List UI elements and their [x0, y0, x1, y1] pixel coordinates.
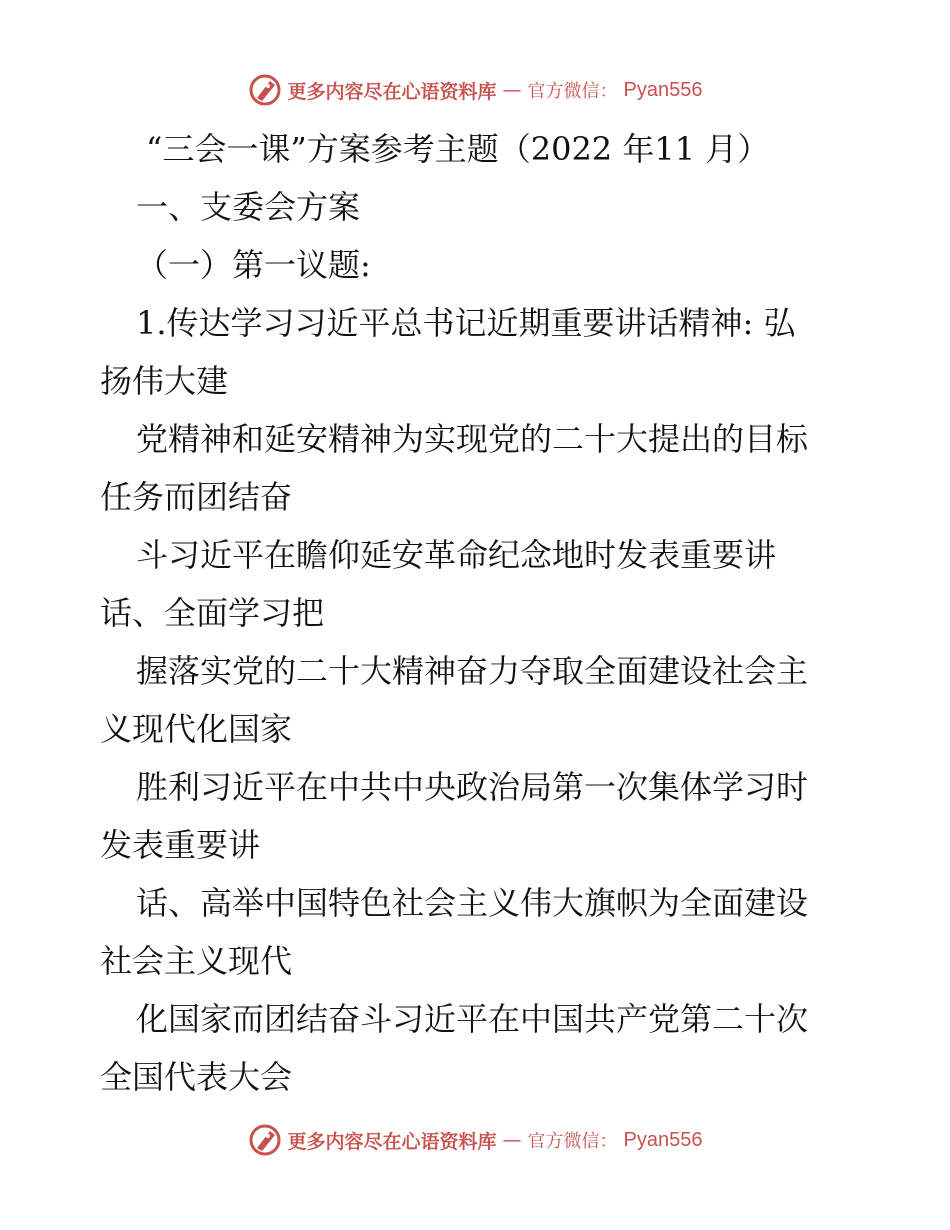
paragraph-line: 话、高举中国特色社会主义伟大旗帜为全面建设 [136, 884, 809, 922]
paragraph-line: 扬伟大建 [100, 362, 229, 400]
pen-nib-circle-logo-icon [248, 1123, 282, 1157]
subsection-heading: （一）第一议题: [136, 246, 371, 284]
banner-text: 更多内容尽在心语资料库 [287, 1130, 497, 1153]
paragraph-line: 握落实党的二十大精神奋力夺取全面建设社会主 [136, 652, 809, 690]
banner-text: 更多内容尽在心语资料库 [287, 80, 497, 103]
paragraph-line: 任务而团结奋 [100, 478, 293, 516]
paragraph-line: 党精神和延安精神为实现党的二十大提出的目标 [136, 420, 809, 458]
banner-wechat-label: 官方微信： [527, 1131, 618, 1152]
header-banner [0, 70, 950, 110]
paragraph-line: 话、全面学习把 [100, 594, 325, 632]
banner-separator: — [502, 1129, 522, 1151]
banner-wechat-id: Pyan556 [623, 1128, 703, 1151]
section-heading: 一、支委会方案 [136, 188, 361, 226]
banner-wechat-id: Pyan556 [623, 78, 703, 101]
document-title: “三会一课”方案参考主题（2022 年11 月） [146, 130, 770, 168]
paragraph-line: 胜利习近平在中共中央政治局第一次集体学习时 [136, 768, 809, 806]
banner-wechat-label: 官方微信： [527, 81, 618, 102]
paragraph-line: 发表重要讲 [100, 826, 261, 864]
footer-banner [0, 1120, 950, 1160]
banner-separator: — [502, 79, 522, 101]
paragraph-line: 义现代化国家 [100, 710, 293, 748]
paragraph-line: 1.传达学习习近平总书记近期重要讲话精神: 弘 [136, 304, 796, 342]
paragraph-line: 社会主义现代 [100, 942, 293, 980]
paragraph-line: 全国代表大会 [100, 1058, 293, 1096]
paragraph-line: 斗习近平在瞻仰延安革命纪念地时发表重要讲 [136, 536, 777, 574]
paragraph-line: 化国家而团结奋斗习近平在中国共产党第二十次 [136, 1000, 809, 1038]
pen-nib-circle-logo-icon [248, 73, 282, 107]
